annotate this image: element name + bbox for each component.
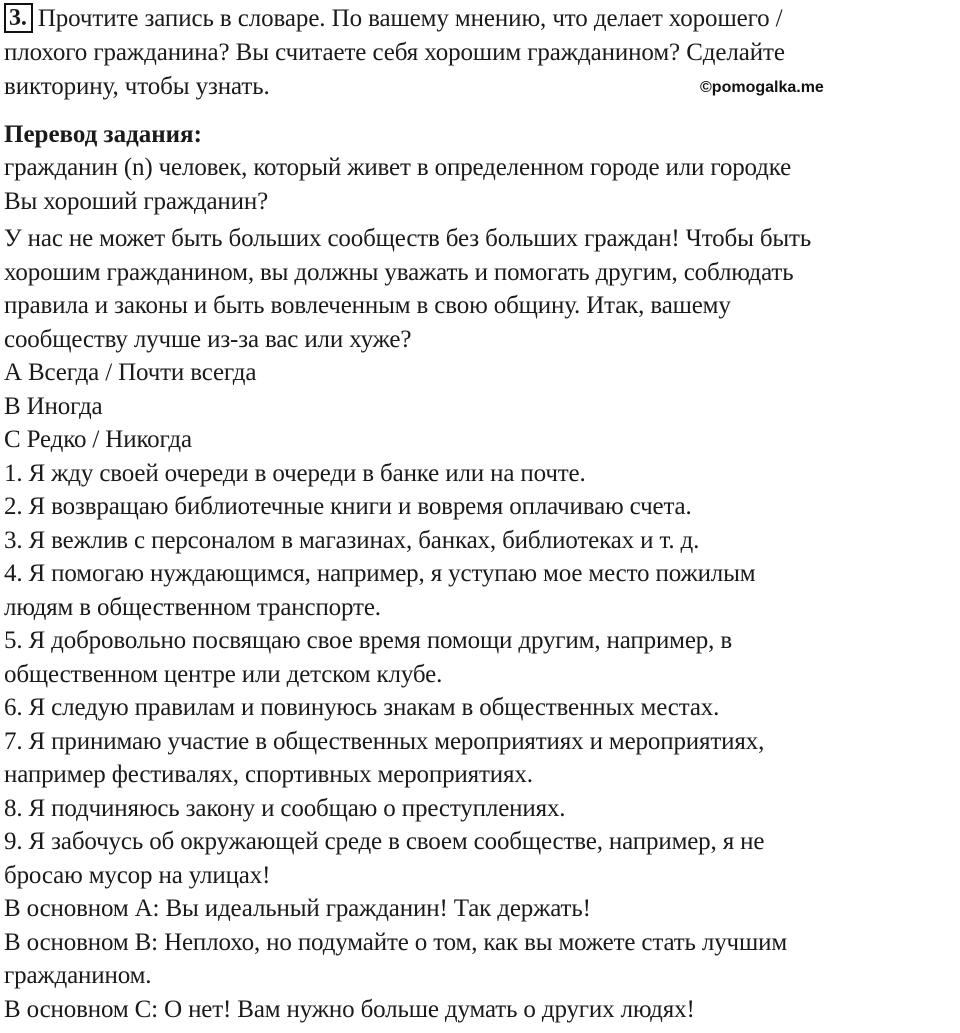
definition-line: гражданин (n) человек, который живет в определенном городе или городке — [4, 154, 792, 181]
quiz-item: 8. Я подчиняюсь закону и сообщаю о преступлениях. — [4, 794, 566, 822]
result-line: гражданином. — [4, 962, 152, 989]
quiz-item: 9. Я забочусь об окружающей среде в своем сообществе, например, я не — [4, 828, 765, 855]
intro-line: хорошим гражданином, вы должны уважать и помогать другим, соблюдать — [4, 258, 794, 286]
definition-line: Вы хороший гражданин? — [4, 187, 269, 215]
result-line: В основном В: Неплохо, но подумайте о том, как вы можете стать лучшим — [4, 928, 787, 956]
quiz-item: 6. Я следую правилам и повинуюсь знакам в общественных местах. — [4, 694, 720, 721]
result-line: В основном С: О нет! Вам нужно больше думать о других людях! — [4, 995, 695, 1023]
results-block — [4, 892, 956, 1026]
intro-line: У нас не может быть больших сообществ без больших граждан! Чтобы быть — [4, 225, 812, 252]
options-list — [4, 356, 956, 457]
watermark: ©pomogalka.me — [700, 79, 824, 96]
translation-heading: Перевод задания: — [4, 121, 202, 148]
task-line — [4, 2, 956, 36]
task-number: 3. — [4, 3, 33, 33]
quiz-item: людям в общественном транспорте. — [4, 593, 381, 621]
option-item: А Всегда / Почти всегда — [4, 359, 257, 386]
document-page — [4, 2, 956, 1026]
option-item: С Редко / Никогда — [4, 426, 192, 453]
quiz-item: 2. Я возвращаю библиотечные книги и вовремя оплачиваю счета. — [4, 493, 692, 520]
task-line: викторину, чтобы узнать. — [4, 73, 270, 100]
task-text: Прочтите запись в словаре. По вашему мнению, что делает хорошего / — [37, 5, 783, 32]
definition-block — [4, 151, 956, 218]
quiz-item: 1. Я жду своей очереди в очереди в банке или на почте. — [4, 459, 586, 487]
intro-line: правила и законы и быть вовлеченным в свою общину. Итак, вашему — [4, 292, 731, 319]
intro-block — [4, 222, 956, 356]
option-item: В Иногда — [4, 392, 103, 420]
result-line: В основном А: Вы идеальный гражданин! Так держать! — [4, 895, 591, 922]
quiz-item: например фестивалях, спортивных мероприятиях. — [4, 761, 533, 788]
quiz-item: бросаю мусор на улицах! — [4, 861, 271, 889]
quiz-items — [4, 457, 956, 893]
quiz-item: 4. Я помогаю нуждающимся, например, я уступаю мое место пожилым — [4, 560, 756, 587]
intro-line: сообществу лучше из-за вас или хуже? — [4, 325, 412, 353]
quiz-item: общественном центре или детском клубе. — [4, 660, 443, 688]
quiz-item: 5. Я добровольно посвящаю свое время помощи другим, например, в — [4, 627, 732, 654]
quiz-item: 7. Я принимаю участие в общественных мероприятиях и мероприятиях, — [4, 727, 765, 755]
task-line: плохого гражданина? Вы считаете себя хорошим гражданином? Сделайте — [4, 39, 785, 66]
quiz-item: 3. Я вежлив с персоналом в магазинах, банках, библиотеках и т. д. — [4, 526, 700, 554]
